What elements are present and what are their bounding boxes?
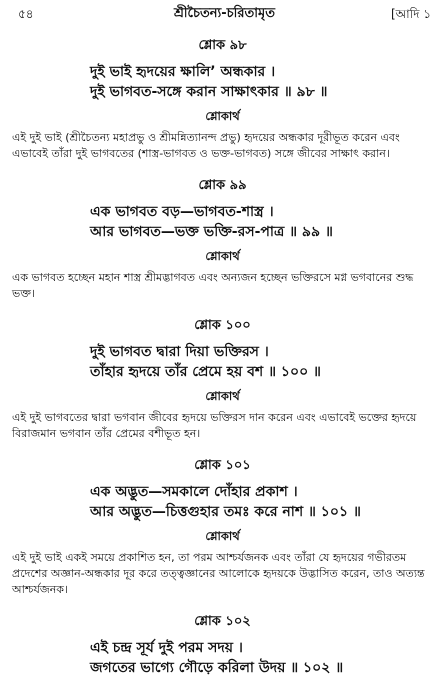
verse-line-2: আর ভাগবত—ভক্ত ভক্তি-রস-পাত্র ॥ ৯৯ ॥ (90, 224, 333, 240)
translation-text: এই দুই ভাই (শ্রীচৈতন্য মহাপ্রভু ও শ্রীমন্নিত্যানন্দ প্রভু) হৃদয়ের অন্ধকার দূরীভূত করেন এবং এভাবেই তাঁরা দুই ভাগবতের (শাস্ত্র-ভাগবত ও ভক্ত-ভাগবত) সঙ্গে জীবের সাক্ষাৎ করান। (12, 131, 400, 160)
page-header (18, 4, 431, 24)
translation-text: এক ভাগবত হচ্ছেন মহান শাস্ত্র শ্রীমদ্ভাগবত এবং অন্যজন হচ্ছেন ভক্তিরসে মগ্ন ভগবানের শুদ্ধ ভক্ত। (12, 271, 414, 300)
translation-heading: শ্লোকার্থ (205, 109, 240, 123)
page-body (12, 36, 433, 678)
verse-line-1: এক অদ্ভুত—সমকালে দোঁহার প্রকাশ । (90, 484, 298, 500)
verse-title: শ্লোক ১০১ (194, 458, 251, 473)
verse-block-101 (12, 456, 433, 598)
verse-line-2: তাঁহার হৃদয়ে তাঁর প্রেমে হয় বশ ॥ ১০০ ॥ (90, 364, 321, 380)
verse-line-2: আর অদ্ভুত—চিত্তগুহার তমঃ করে নাশ ॥ ১০১ ॥ (90, 504, 361, 520)
verse-line-2: জগতের ভাগ্যে গৌড়ে করিলা উদয় ॥ ১০২ ॥ (90, 660, 344, 676)
verse-line-1: দুই ভাগবত দ্বারা দিয়া ভক্তিরস । (90, 344, 269, 360)
verse-block-99 (12, 176, 433, 302)
verse-line-1: এই চন্দ্র সূর্য দুই পরম সদয় । (90, 640, 243, 656)
book-title: শ্রীচৈতন্য-চরিতামৃত (173, 6, 276, 21)
verse-title: শ্লোক ৯৮ (198, 38, 247, 53)
verse-title: শ্লোক ১০০ (194, 318, 251, 333)
verse-block-98 (12, 36, 433, 162)
chapter-label: [আদি ১ (390, 7, 431, 21)
verse-line-1: এক ভাগবত বড়—ভাগবত-শাস্ত্র । (90, 204, 274, 220)
translation-text: এই দুই ভাই একই সময়ে প্রকাশিত হন, তা পরম আশ্চর্যজনক এবং তাঁরা যে হৃদয়ের গভীরতম প্রদেশের অজ্ঞান-অন্ধকার দূর করে তত্ত্বজ্ঞানের আলোকে হৃদয়কে উদ্ভাসিত করেন, তাও অত্যন্ত আশ্চর্যজনক। (12, 551, 425, 596)
translation-heading: শ্লোকার্থ (205, 529, 240, 543)
translation-heading: শ্লোকার্থ (205, 249, 240, 263)
translation-heading: শ্লোকার্থ (205, 389, 240, 403)
translation-text: এই দুই ভাগবতের দ্বারা ভগবান জীবের হৃদয়ে ভক্তিরস দান করেন এবং এভাবেই ভক্তের হৃদয়ে বিরাজমান ভগবান তাঁর প্রেমের বশীভূত হন। (12, 411, 417, 440)
verse-block-100 (12, 316, 433, 442)
verse-line-2: দুই ভাগবত-সঙ্গে করান সাক্ষাৎকার ॥ ৯৮ ॥ (90, 84, 328, 100)
page-number: ৫৪ (18, 7, 34, 21)
verse-block-102 (12, 612, 433, 678)
verse-title: শ্লোক ৯৯ (198, 178, 247, 193)
verse-title: শ্লোক ১০২ (194, 614, 251, 629)
verse-line-1: দুই ভাই হৃদয়ের ক্ষালি’ অন্ধকার । (90, 64, 276, 80)
